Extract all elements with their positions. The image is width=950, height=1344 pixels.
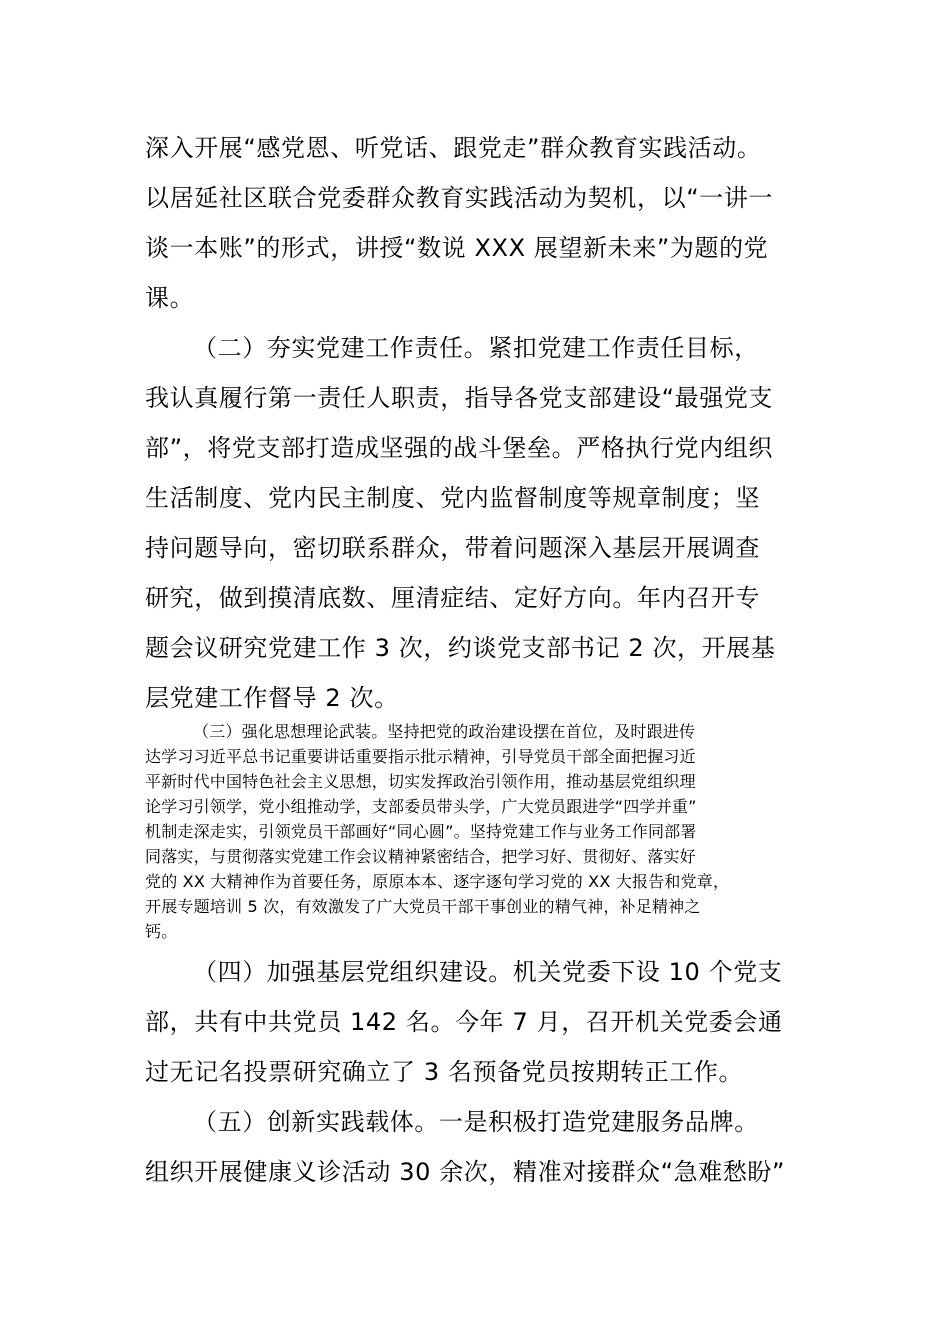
text-line: 组织开展健康义诊活动 30 余次，精准对接群众“急难愁盼” [145, 1158, 786, 1186]
text-line: 机制走深走实，引领党员干部画好“同心圆”。坚持党建工作与业务工作同部署 [145, 822, 697, 841]
text-line: 以居延社区联合党委群众教育实践活动为契机，以“一讲一 [145, 184, 774, 212]
text-line: 过无记名投票研究确立了 3 名预备党员按期转正工作。 [145, 1058, 744, 1086]
text-line: 党的 XX 大精神作为首要任务，原原本本、逐字逐句学习党的 XX 大报告和党章， [145, 872, 730, 891]
text-line: 生活制度、党内民主制度、党内监督制度等规章制度；坚 [145, 484, 760, 512]
text-line: 论学习引领学，党小组推动学，支部委员带头学，广大党员跟进学“四学并重” [145, 797, 697, 816]
text-line: 达学习习近平总书记重要讲话重要指示批示精神，引导党员干部全面把握习近 [145, 747, 696, 766]
text-line: 我认真履行第一责任人职责，指导各党支部建设“最强党支 [145, 384, 774, 412]
text-line: 层党建工作督导 2 次。 [145, 684, 399, 712]
section-heading-3: （三）强化思想理论武装。坚持把党的政治建设摆在首位，及时跟进传 [193, 722, 696, 741]
text-line: 开展专题培训 5 次，有效激发了广大党员干部干事创业的精气神，补足精神之 [145, 897, 701, 916]
text-line: 持问题导向，密切联系群众，带着问题深入基层开展调查 [145, 534, 760, 562]
text-line: 钙。 [145, 922, 178, 941]
text-line: 题会议研究党建工作 3 次，约谈党支部书记 2 次，开展基 [145, 634, 776, 662]
text-line: 平新时代中国特色社会主义思想，切实发挥政治引领作用，推动基层党组织理 [145, 772, 696, 791]
section-heading-4: （四）加强基层党组织建设。机关党委下设 10 个党支 [193, 958, 783, 986]
text-line: 同落实，与贯彻落实党建工作会议精神紧密结合，把学习好、贯彻好、落实好 [145, 847, 696, 866]
text-line: 研究，做到摸清底数、厘清症结、定好方向。年内召开专 [145, 584, 760, 612]
section-heading-5: （五）创新实践载体。一是积极打造党建服务品牌。 [193, 1108, 759, 1136]
text-line: 部”，将党支部打造成坚强的战斗堡垒。严格执行党内组织 [145, 434, 774, 462]
text-line: 部，共有中共党员 142 名。今年 7 月，召开机关党委会通 [145, 1008, 783, 1036]
text-line: 课。 [145, 284, 195, 312]
text-line: 谈一本账”的形式，讲授“数说 XXX 展望新未来”为题的党 [145, 234, 769, 262]
section-heading-2: （二）夯实党建工作责任。紧扣党建工作责任目标， [193, 334, 759, 362]
text-line: 深入开展“感党恩、听党话、跟党走”群众教育实践活动。 [145, 134, 762, 162]
